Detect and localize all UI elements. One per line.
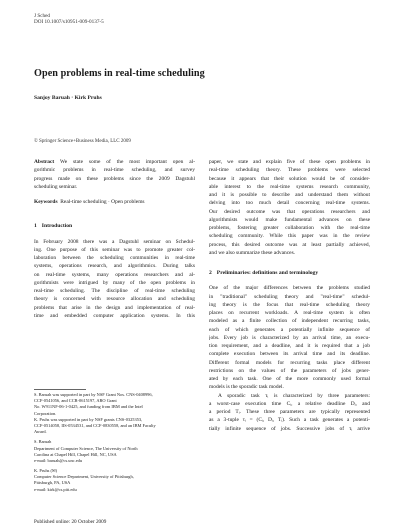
section-2-paragraph-2: A sporadic task τᵢ is characterized by three parameters: a worst-case execution time Cᵢ, a relative deadline Dᵢ, and a period Tᵢ. These three parameters are typically represented as a 3-tuple τᵢ = (Cᵢ, Dᵢ, Tᵢ). Such a task generates a potenti- tially infinite sequence of jobs. Successive jobs of τᵢ arrive: [209, 392, 370, 432]
section-1-heading: 1 Introduction: [34, 223, 73, 230]
footnote-rule: [34, 389, 86, 390]
abstract: Abstract We state some of the most important open al- gorithmic problems in real-time scheduling, and survey progress made on these problems since the 2009 Dagstuhl scheduling seminar.: [34, 159, 195, 190]
paper-title: Open problems in real-time scheduling: [34, 68, 205, 79]
keywords-label: Keywords: [34, 199, 58, 205]
doi: DOI 10.1007/s10951-009-0137-5: [34, 19, 104, 26]
email-baruah[interactable]: e-mail: baruah@cs.unc.edu: [34, 457, 83, 463]
authors: Sanjoy Baruah · Kirk Pruhs: [34, 95, 102, 101]
keywords: Keywords Real-time scheduling · Open problems: [34, 199, 145, 205]
intro-continuation: paper, we state and explain five of these open problems in real-time scheduling theory. These problems were selected because it appears that their solution would be of consider- able interest to the real-time systems research community, and it is possible to describe and understand them without delving into too much detail concerning real-time systems. Our desired outcome was that operations researchers and algorithmists would make fundamental advances on these problems, fostering greater collaboration with the real-time scheduling community. While this paper was in the review process, this desired outcome was at least partially achieved, and we also summarize these advances.: [209, 159, 370, 256]
affiliation-pruhs: K. Pruhs (✉) Computer Science Department, University of Pittsburgh, Pittsburgh, PA, USA e-mail: kirk@cs.pitt.edu: [34, 468, 195, 493]
section-2-body: One of the major differences between the problems studied in "traditional" scheduling theory and "real-time" schedul- ing theory is the focus that real-time scheduling theory places on recurrent workloads. A real-time system is often modeled as a finite collection of independent recurring tasks, each of which generates a potentially infinite sequence of jobs. Every job is characterized by an arrival time, an execu- tion requirement, and a deadline, and it is required that a job complete execution between its arrival time and its deadline. Different formal models for recurring tasks place different restrictions on the values of the parameters of jobs gener- ated by each task. One of the more commonly used formal models is the sporadic task model.: [209, 285, 370, 391]
publication-date: Published online: 20 October 2009: [34, 519, 107, 525]
journal-name: J Sched: [34, 13, 50, 19]
email-pruhs[interactable]: e-mail: kirk@cs.pitt.edu: [34, 486, 77, 492]
funding-footnote: S. Baruah was supported in part by NSF Grant Nos. CNS-0408996, CCF-0541056, and CCR-0615197, ARO Grant No. W911NF-06-1-0425, and funding from IBM and the Intel Corporation. K. Pruhs was supported in part by NSF grants CNS-0325353, CCF-0514058, IIS-0534531, and CCF-0830558, and an IBM Faculty Award.: [34, 392, 156, 435]
copyright-notice: © Springer Science+Business Media, LLC 2009: [34, 139, 131, 144]
left-column: [34, 158, 195, 320]
abstract-label: Abstract: [34, 159, 55, 165]
section-2-heading: 2 Preliminaries: definitions and terminology: [209, 270, 319, 276]
journal-header: [34, 13, 104, 26]
section-1-body: In February 2008 there was a Dagstuhl seminar on Schedul- ing. One purpose of this seminar was to promote greater col- laboration between the scheduling communities in real-time systems, operations research, and algorithmics. During talks on real-time systems, many operations researchers and al- gorithmists were intrigued by many of the open problems in real-time scheduling. The discipline of real-time scheduling theory is concerned with resource allocation and scheduling problems that arise in the design and implementation of real- time and embedded computer application systems. In this: [34, 238, 195, 319]
footnotes: [34, 392, 195, 497]
right-column: [209, 158, 370, 433]
affiliation-baruah: S. Baruah Department of Computer Science, The University of North Carolina at Chapel Hill, Chapel Hill, NC, USA e-mail: baruah@cs.unc.edu: [34, 439, 195, 464]
